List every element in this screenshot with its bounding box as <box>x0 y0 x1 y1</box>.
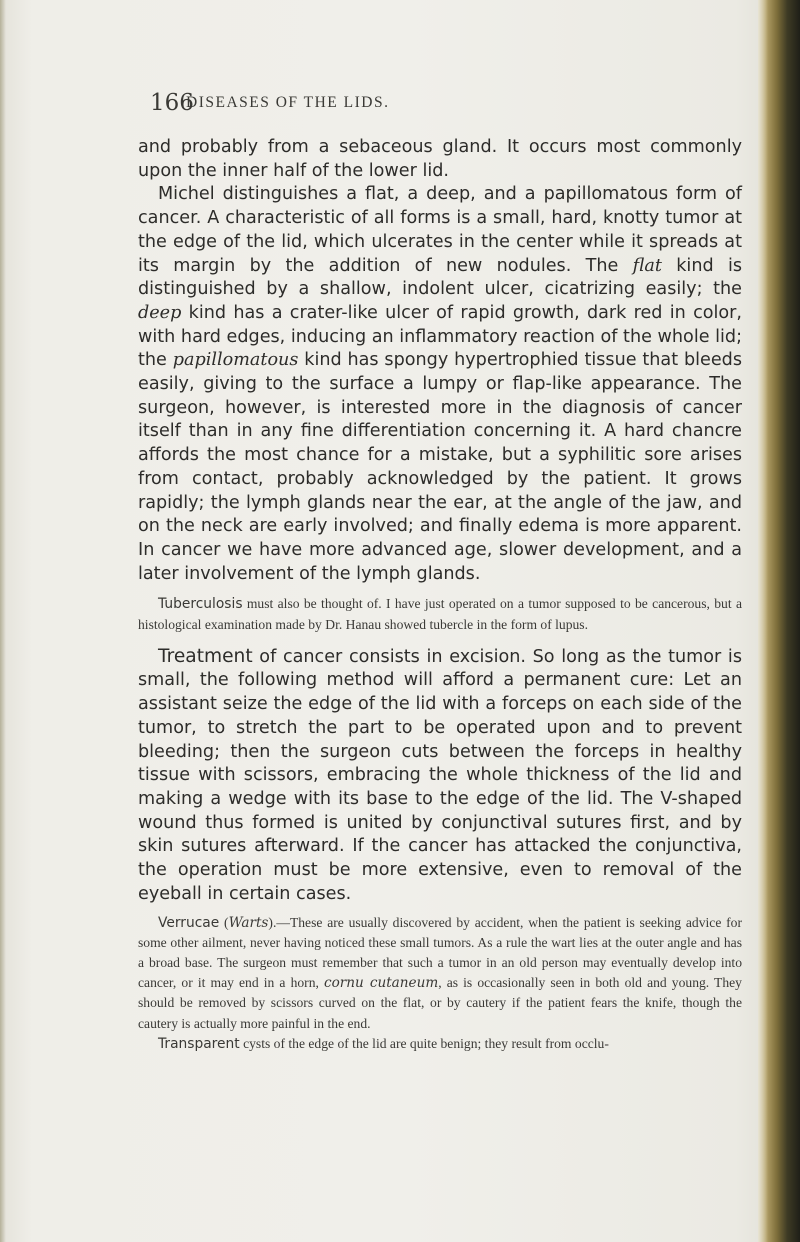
paragraph-text: , as is occasionally seen in both old and young. They should be removed by scissors curved on the flat, or by cautery if the patient fears the knife, though the cautery is actually more painful in the end. <box>138 975 742 1031</box>
emphasis-warts: Warts <box>228 914 269 931</box>
paragraph-text: ).—These are usually discovered by accident, when the patient is seeking advice for some other ailment, never having noticed these small tumors. As a rule the wart lies at the outer angle and has a broad base. The surgeon must remember that such a tumor in an old person may eventually develop into cancer, or it may end in a horn, <box>138 914 742 991</box>
paragraph-text: ( <box>219 914 229 930</box>
run-in-heading-treatment: Treatment <box>158 645 253 667</box>
running-head: DISEASES OF THE LIDS. <box>186 94 390 111</box>
emphasis-flat: flat <box>632 255 662 276</box>
paragraph-text: must also be thought of. I have just operated on a tumor supposed to be cancerous, but a histological examination made by Dr. Hanau showed tubercle in the form of lupus. <box>138 596 742 632</box>
paragraph-text: cysts of the edge of the lid are quite benign; they result from occlu- <box>239 1035 609 1051</box>
paragraph-text: of cancer consists in excision. So long as the tumor is small, the following method will afford a permanent cure: Let an assistant seize the edge of the lid with a forceps on each side of the tumor, to stretch the part to be operated upon and to prevent bleeding; then the surgeon cuts between the forceps in healthy tissue with scissors, embracing the whole thickness of the lid and making a wedge with its base to the edge of the lid. The V-shaped wound thus formed is united by conjunctival sutures first, and by skin sutures afterward. If the cancer has attacked the conjunctiva, the operation must be more extensive, even to removal of the eyeball in certain cases. <box>138 646 742 904</box>
run-in-heading-verrucae: Verrucae <box>158 914 220 931</box>
page-left-edge <box>0 0 6 1242</box>
paragraph-continuation <box>138 136 742 183</box>
page-body <box>138 136 742 1054</box>
paragraph-transparent-cysts <box>138 1034 742 1054</box>
page-header <box>150 90 750 120</box>
emphasis-cornu-cutaneum: cornu cutaneum <box>324 975 439 992</box>
emphasis-deep: deep <box>138 302 182 323</box>
paragraph-text: kind has spongy hypertrophied tissue that bleeds easily, giving to the surface a lumpy or flap-like appearance. The surgeon, however, is interested more in the diagnosis of cancer itself than in any fine differentiation concerning it. A hard chancre affords the most chance for a mistake, but a syphilitic sore arises from contact, probably acknowledged by the patient. It grows rapidly; the lymph glands near the ear, at the angle of the jaw, and on the neck are early involved; and finally edema is more apparent. In cancer we have more advanced age, slower development, and a later involvement of the lymph glands. <box>138 350 742 584</box>
paragraph-text: and probably from a sebaceous gland. It occurs most commonly upon the inner half of the lower lid. <box>138 137 742 181</box>
paragraph-treatment <box>138 645 742 907</box>
page-number: 166 <box>150 90 194 116</box>
run-in-heading-transparent: Transparent <box>158 1035 240 1052</box>
paragraph-text: kind has a crater-like ulcer of rapid growth, dark red in color, with hard edges, inducing an inflammatory reaction of the whole lid; the <box>138 302 743 371</box>
paragraph-verrucae <box>138 913 742 1034</box>
paragraph-text: kind is distinguished by a shallow, indolent ulcer, cicatrizing easily; the <box>138 255 742 300</box>
paragraph-cancer-forms <box>138 183 742 586</box>
emphasis-papillomatous: papillomatous <box>172 350 299 371</box>
book-spine-edge <box>758 0 800 1242</box>
run-in-heading-tuberculosis: Tuberculosis <box>158 596 243 613</box>
paragraph-tuberculosis <box>138 594 742 634</box>
paragraph-text: Michel distinguishes a flat, a deep, and a papillomatous form of cancer. A characteristic of all forms is a small, hard, knotty tumor at the edge of the lid, which ulcerates in the center while it spreads at its margin by the addition of new nodules. The <box>138 184 742 276</box>
